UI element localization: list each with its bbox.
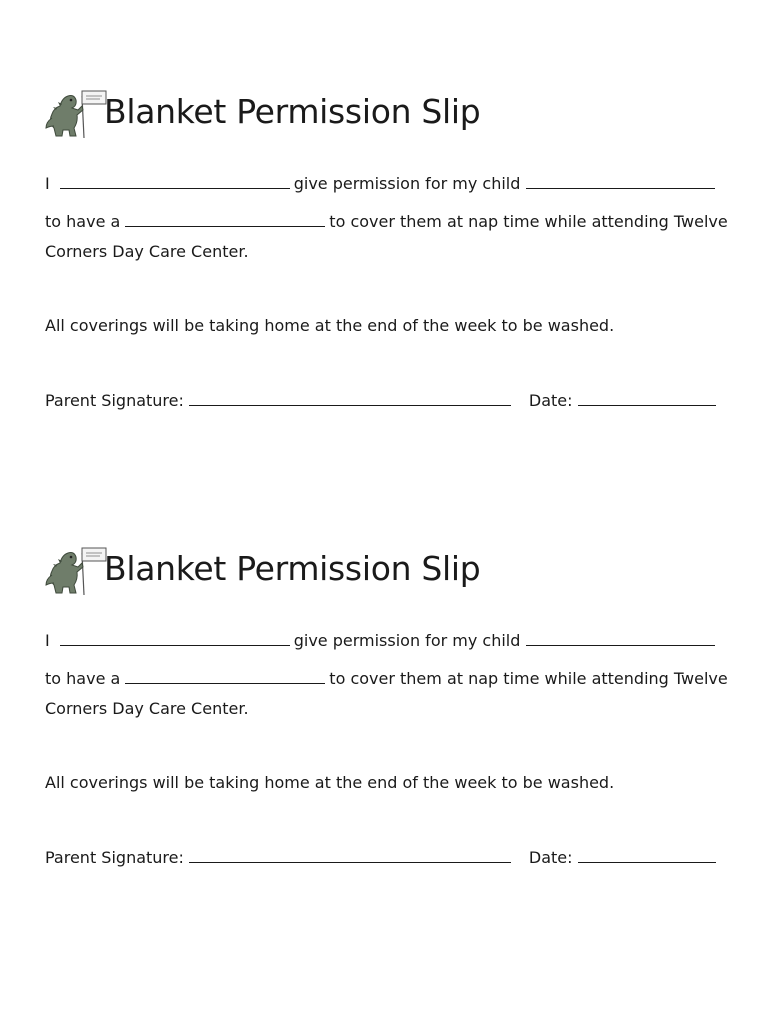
line-prefix: I bbox=[45, 174, 50, 193]
signature-label: Parent Signature: bbox=[45, 391, 184, 410]
line-middle: give permission for my child bbox=[293, 631, 521, 650]
child-name-field[interactable] bbox=[526, 629, 715, 646]
item-line bbox=[45, 667, 728, 690]
dinosaur-flag-icon bbox=[44, 545, 108, 597]
line-suffix: to cover them at nap time while attending Twelve bbox=[329, 212, 728, 231]
permission-slip-1 bbox=[0, 0, 770, 420]
line-prefix: I bbox=[45, 631, 50, 650]
signature-line bbox=[45, 846, 716, 869]
signature-field[interactable] bbox=[189, 846, 511, 863]
page-title: Blanket Permission Slip bbox=[104, 92, 481, 131]
center-line: Corners Day Care Center. bbox=[45, 242, 249, 261]
date-label: Date: bbox=[528, 391, 573, 410]
item-field[interactable] bbox=[125, 667, 325, 684]
item-line bbox=[45, 210, 728, 233]
permission-slip-2 bbox=[0, 457, 770, 877]
signature-label: Parent Signature: bbox=[45, 848, 184, 867]
date-label: Date: bbox=[528, 848, 573, 867]
signature-field[interactable] bbox=[189, 389, 511, 406]
line-suffix: to cover them at nap time while attending Twelve bbox=[329, 669, 728, 688]
notice-text: All coverings will be taking home at the end of the week to be washed. bbox=[45, 316, 615, 335]
date-field[interactable] bbox=[578, 389, 716, 406]
line-prefix: to have a bbox=[45, 212, 121, 231]
item-field[interactable] bbox=[125, 210, 325, 227]
permission-line bbox=[45, 629, 715, 652]
parent-name-field[interactable] bbox=[60, 172, 290, 189]
line-middle: give permission for my child bbox=[293, 174, 521, 193]
center-line: Corners Day Care Center. bbox=[45, 699, 249, 718]
page-title: Blanket Permission Slip bbox=[104, 549, 481, 588]
dinosaur-flag-icon bbox=[44, 88, 108, 140]
line-prefix: to have a bbox=[45, 669, 121, 688]
signature-line bbox=[45, 389, 716, 412]
notice-text: All coverings will be taking home at the end of the week to be washed. bbox=[45, 773, 615, 792]
permission-line bbox=[45, 172, 715, 195]
child-name-field[interactable] bbox=[526, 172, 715, 189]
parent-name-field[interactable] bbox=[60, 629, 290, 646]
date-field[interactable] bbox=[578, 846, 716, 863]
